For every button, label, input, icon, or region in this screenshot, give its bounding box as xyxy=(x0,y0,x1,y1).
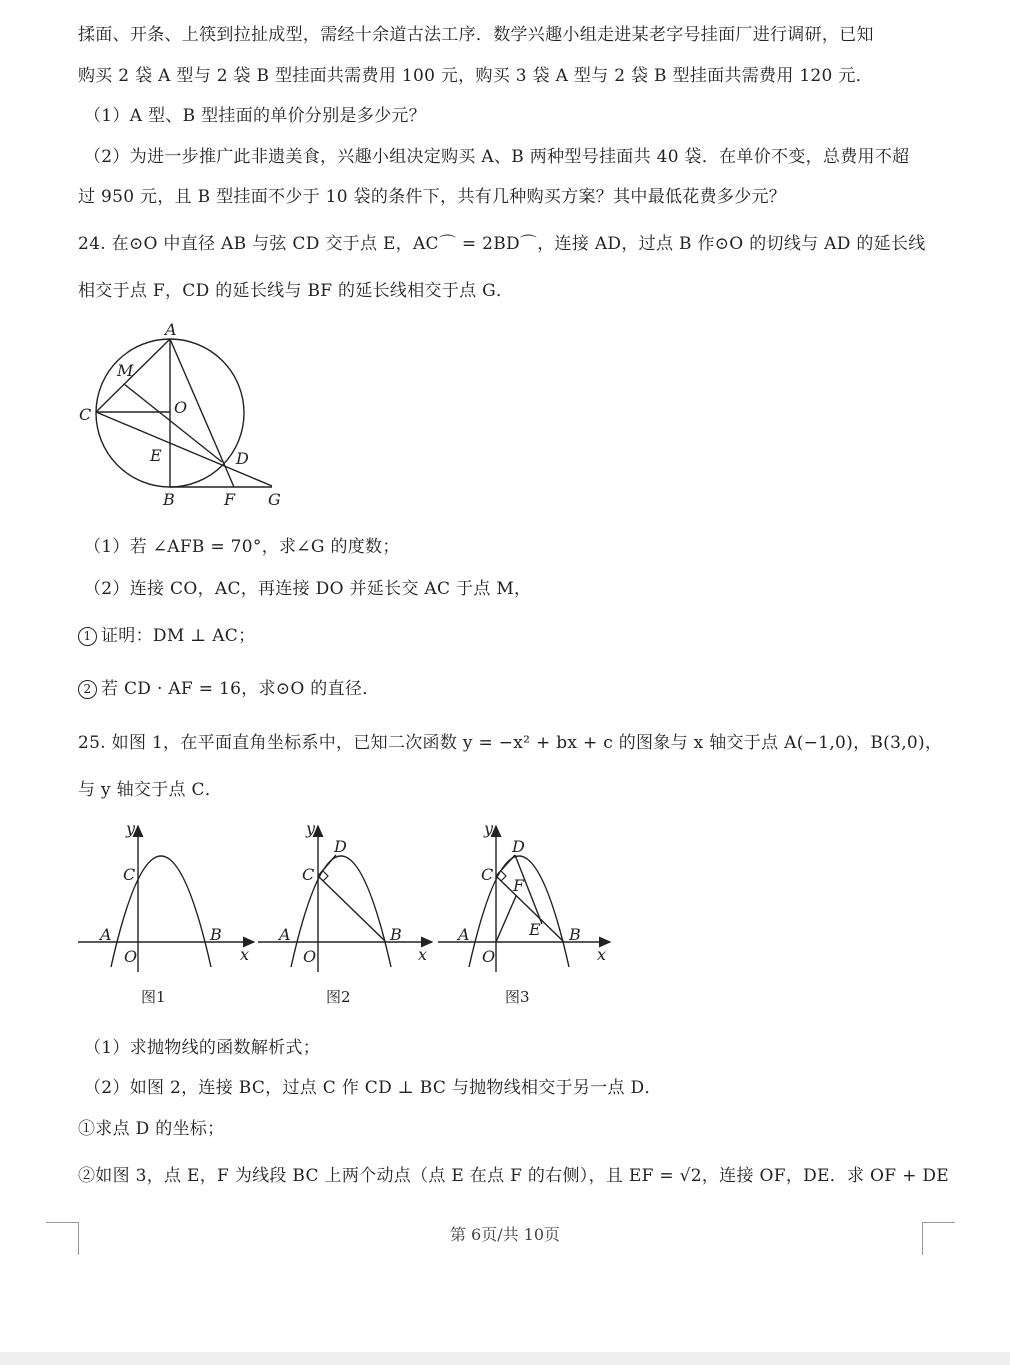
svg-text:A: A xyxy=(100,925,112,944)
circle-geometry-figure xyxy=(74,318,294,516)
point-label-b: B xyxy=(163,490,175,509)
point-label-o: O xyxy=(174,398,188,417)
svg-text:A: A xyxy=(279,925,291,944)
svg-text:B: B xyxy=(569,925,581,944)
svg-text:x: x xyxy=(240,945,250,964)
text-line: （2）为进一步推广此非遗美食，兴趣小组决定购买 A、B 两种型号挂面共 40 袋．在单价不变，总费用不超 xyxy=(84,147,910,167)
svg-text:D: D xyxy=(334,837,347,856)
text-line: （2）如图 2，连接 BC，过点 C 作 CD ⊥ BC 与抛物线相交于另一点 D． xyxy=(84,1078,662,1098)
parabola-figures xyxy=(74,818,614,1014)
svg-text:y: y xyxy=(306,819,316,838)
graph-2 xyxy=(258,819,432,1006)
text-line: 2 若 CD · AF = 16，求⊙O 的直径． xyxy=(78,674,380,699)
svg-text:C: C xyxy=(123,865,136,884)
svg-text:D: D xyxy=(512,837,525,856)
text-line: （2）连接 CO，AC，再连接 DO 并延长交 AC 于点 M， xyxy=(84,579,532,599)
viewer-bottom-bar xyxy=(0,1352,1010,1365)
point-label-c: C xyxy=(79,405,92,424)
svg-text:x: x xyxy=(418,945,428,964)
svg-text:C: C xyxy=(481,865,494,884)
point-label-d: D xyxy=(236,449,249,468)
svg-text:C: C xyxy=(302,865,315,884)
circled-number: 2 xyxy=(78,680,97,699)
svg-text:F: F xyxy=(513,876,525,895)
figure-caption-2: 图2 xyxy=(326,988,351,1006)
graph-1 xyxy=(78,819,254,1006)
figure-caption-3: 图3 xyxy=(505,988,530,1006)
svg-text:y: y xyxy=(484,819,494,838)
text-line: 过 950 元，且 B 型挂面不少于 10 袋的条件下，共有几种购买方案？其中最低花费多少元？ xyxy=(78,187,787,207)
text-line: （1）求抛物线的函数解析式； xyxy=(84,1038,321,1058)
svg-text:A: A xyxy=(458,925,470,944)
svg-text:y: y xyxy=(126,819,136,838)
question-25: 25. 如图 1，在平面直角坐标系中，已知二次函数 y = −x² + bx + c 的图象与 x 轴交于点 A(−1,0)，B(3,0)， xyxy=(78,733,943,753)
svg-text:O: O xyxy=(482,947,496,966)
text-line: 揉面、开条、上筷到拉扯成型，需经十余道古法工序．数学兴趣小组走进某老字号挂面厂进行调研，已知 xyxy=(78,25,874,45)
svg-text:O: O xyxy=(124,947,138,966)
svg-text:B: B xyxy=(390,925,402,944)
point-label-a: A xyxy=(165,320,177,339)
point-label-f: F xyxy=(224,490,236,509)
text-line: 与 y 轴交于点 C． xyxy=(78,780,223,800)
text-line: ②如图 3，点 E，F 为线段 BC 上两个动点（点 E 在点 F 的右侧），且 EF = √2，连接 OF，DE．求 OF + DE xyxy=(78,1166,949,1186)
svg-text:x: x xyxy=(597,945,607,964)
page-footer: 第 6页/共 10页 xyxy=(449,1225,561,1244)
point-label-e: E xyxy=(150,446,162,465)
figure-caption-1: 图1 xyxy=(141,988,166,1006)
text-line: 购买 2 袋 A 型与 2 袋 B 型挂面共需费用 100 元，购买 3 袋 A 型与 2 袋 B 型挂面共需费用 120 元． xyxy=(78,66,873,86)
svg-text:E: E xyxy=(529,920,541,939)
text-line: （1）若 ∠AFB = 70°，求∠G 的度数； xyxy=(84,537,400,557)
text-line: 相交于点 F，CD 的延长线与 BF 的延长线相交于点 G． xyxy=(78,281,514,301)
svg-text:O: O xyxy=(303,947,317,966)
graph-3 xyxy=(438,819,610,1006)
text-line: ①求点 D 的坐标； xyxy=(78,1119,225,1139)
point-label-g: G xyxy=(268,490,281,509)
point-label-m: M xyxy=(117,361,134,380)
question-24: 24. 在⊙O 中直径 AB 与弦 CD 交于点 E，AC⌒ = 2BD⌒，连接 AD，过点 B 作⊙O 的切线与 AD 的延长线 xyxy=(78,234,926,254)
circled-number: 1 xyxy=(78,627,97,646)
text-line: （1）A 型、B 型挂面的单价分别是多少元？ xyxy=(84,106,426,126)
text-line: 1 证明：DM ⊥ AC； xyxy=(78,621,255,646)
svg-text:B: B xyxy=(210,925,222,944)
